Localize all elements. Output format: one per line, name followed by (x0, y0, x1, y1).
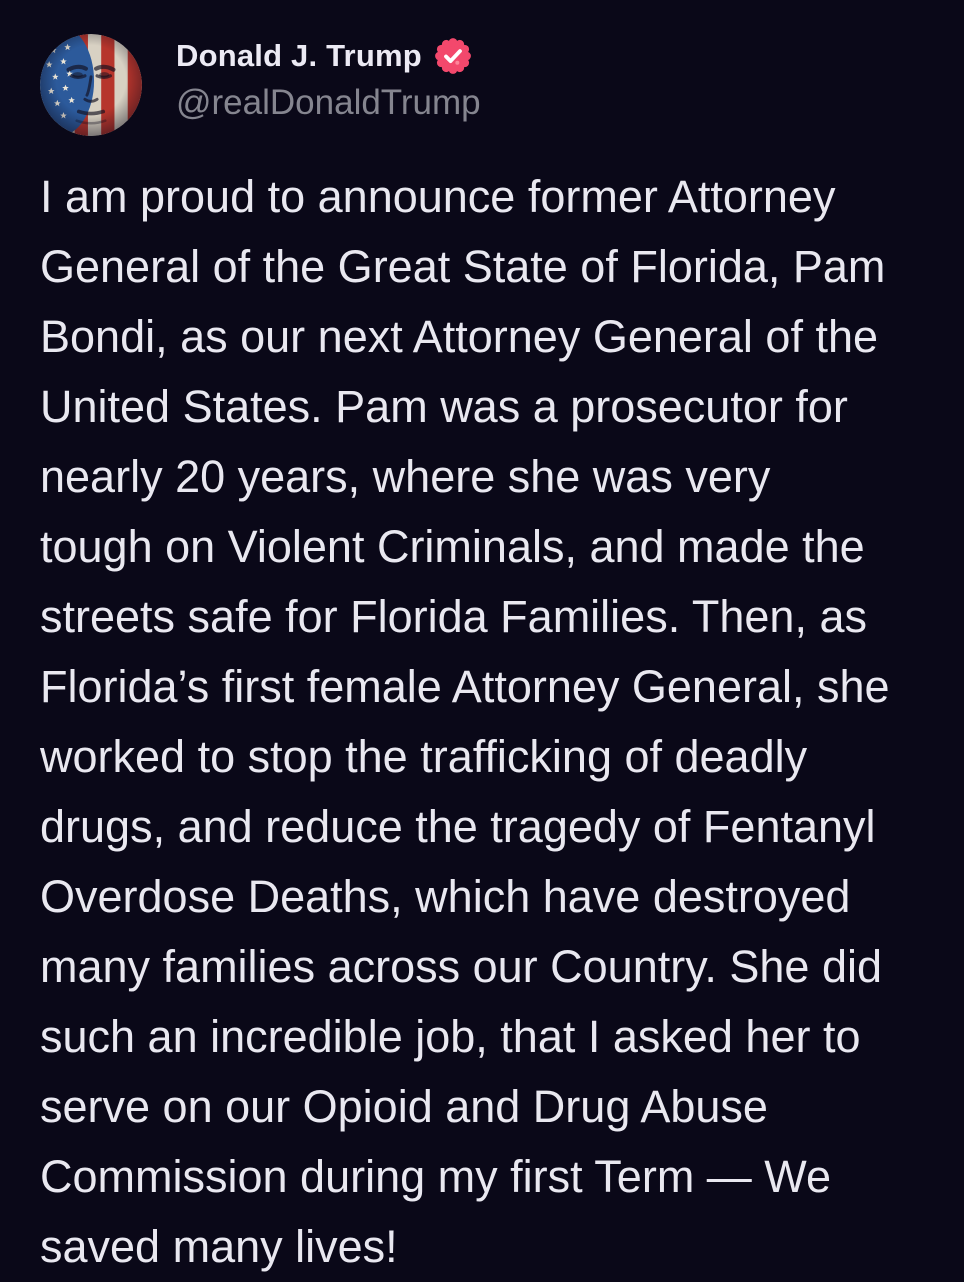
post-body-line: I am proud to announce former Attorney (40, 171, 836, 222)
author-handle[interactable]: @realDonaldTrump (176, 83, 481, 122)
author-info (176, 34, 481, 123)
post-body (40, 162, 924, 1282)
post-body-line: Bondi, as our next Attorney General of the (40, 311, 879, 362)
post-header (0, 0, 964, 136)
trump-flag-avatar-icon (40, 34, 142, 136)
post-body-line: Florida’s first female Attorney General, she (40, 661, 890, 712)
post-body-line: streets safe for Florida Families. Then, as (40, 591, 867, 642)
author-name-row (176, 38, 481, 74)
avatar[interactable] (40, 34, 142, 136)
verified-badge-icon (435, 38, 471, 74)
post-body-line: many families across our Country. She did (40, 941, 883, 992)
post-body-line: worked to stop the trafficking of deadly (40, 731, 808, 782)
post-body-line: United States. Pam was a prosecutor for (40, 381, 848, 432)
post-body-line: saved many lives! (40, 1221, 398, 1272)
post-body-line: General of the Great State of Florida, Pam (40, 241, 886, 292)
author-display-name[interactable]: Donald J. Trump (176, 38, 422, 73)
post-body-line: serve on our Opioid and Drug Abuse (40, 1081, 768, 1132)
post-body-line: Overdose Deaths, which have destroyed (40, 871, 851, 922)
post-body-line: Commission during my first Term — We (40, 1151, 831, 1202)
post-body-line: nearly 20 years, where she was very (40, 451, 771, 502)
post-body-line: tough on Violent Criminals, and made the (40, 521, 865, 572)
post-body-line: drugs, and reduce the tragedy of Fentanyl (40, 801, 876, 852)
post-body-line: such an incredible job, that I asked her to (40, 1011, 861, 1062)
